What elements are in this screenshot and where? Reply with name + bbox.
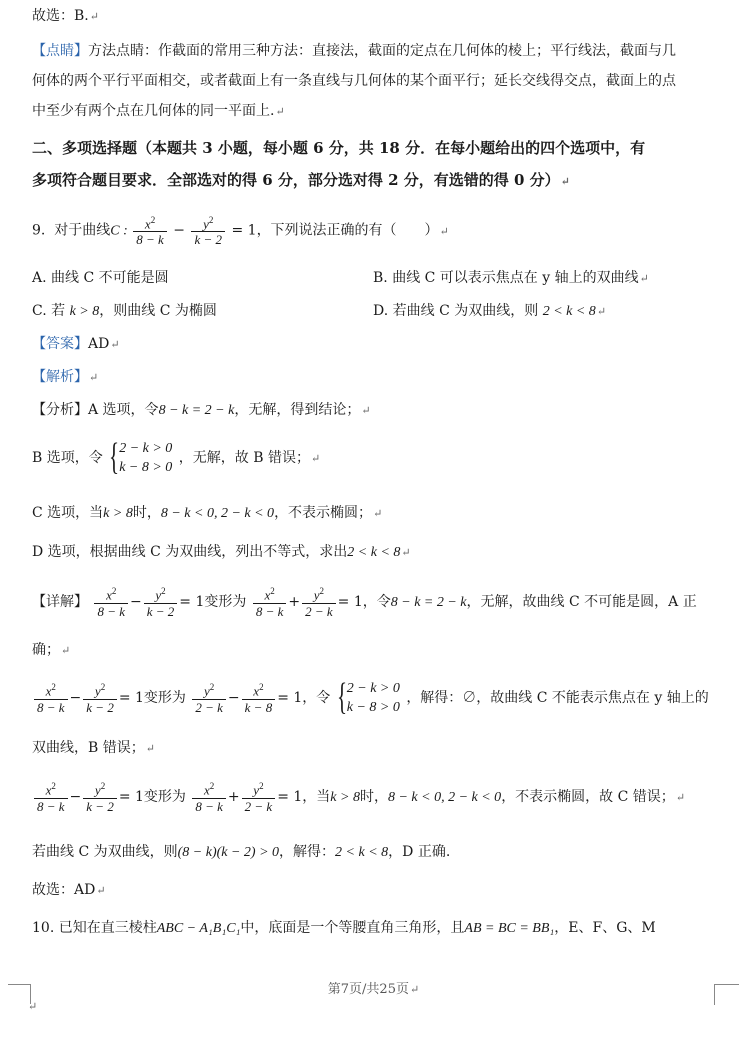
- detail-line-3: $\frac{x^2}{8 - k}$ − $\frac{y^2}{k - 2}$ = 1变形为 $\frac{x^2}{8 - k}$ + $\frac{y^2}{2 - k}$ = 1，当k > 8时，8 − k < 0, 2 − k < 0，不表示椭圆，故 C 错误；↵: [32, 775, 717, 820]
- return-mark: ↵: [28, 1000, 38, 1013]
- section-heading-line-1: 二、多项选择题（本题共 3 小题，每小题 6 分，共 18 分．在每小题给出的四个选项中，有: [32, 139, 646, 157]
- previous-answer: 故选：B.↵: [32, 8, 99, 24]
- tip-line-3: 中至少有两个点在几何体的同一平面上.↵: [32, 103, 285, 119]
- fenxi-d: D 选项，根据曲线 C 为双曲线，列出不等式，求出2 < k < 8↵: [32, 544, 411, 560]
- page-footer: 第7页/共25页↵: [327, 982, 420, 997]
- q9-option-a: A. 曲线 C 不可能是圆: [32, 270, 169, 286]
- tip-tag: 【点睛】: [32, 43, 88, 59]
- q9-option-b: B. 曲线 C 可以表示焦点在 y 轴上的双曲线↵: [373, 270, 649, 286]
- detail-line-1: 【详解】 $\frac{x^2}{8 - k}$ − $\frac{y^2}{k - 2}$ = 1变形为 $\frac{x^2}{8 - k}$ + $\frac{y^2}{2 - k}$ = 1，令8 − k = 2 − k，无解，故曲线 C 不可能是圆，A 正: [32, 586, 697, 619]
- detail-line-4: 若曲线 C 为双曲线，则(8 − k)(k − 2) > 0，解得：2 < k < 8，D 正确.: [32, 844, 451, 860]
- fenxi-a: 【分析】A 选项，令8 − k = 2 − k，无解，得到结论；↵: [32, 402, 371, 418]
- detail-line-2-cont: 双曲线，B 错误；↵: [32, 740, 155, 756]
- frac-y2-k2: $\frac{y^2}{k - 2}$: [191, 213, 225, 248]
- q9-option-d: D. 若曲线 C 为双曲线，则 2 < k < 8↵: [373, 303, 607, 319]
- detail-line-1-cont: 确；↵: [32, 642, 71, 658]
- system-detail: { 2 − k > 0 k − 8 > 0: [336, 676, 400, 718]
- q9-analysis-tag: 【解析】↵: [32, 369, 99, 385]
- q10-stem: 10. 已知在直三棱柱ABC − A₁B₁C₁中，底面是一个等腰直角三角形，且AB = BC = BB₁，E、F、G、M: [32, 920, 656, 936]
- section-heading-line-2: 多项符合题目要求．全部选对的得 6 分，部分选对得 2 分，有选错的得 0 分）↵: [32, 171, 570, 189]
- detail-line-2: $\frac{x^2}{8 - k}$ − $\frac{y^2}{k - 2}$ = 1变形为 $\frac{y^2}{2 - k}$ − $\frac{x^2}{k - 8}$ = 1，令 { 2 − k > 0 k − 8 > 0 ，解得：∅，故曲线 C 不能表示焦点在 y 轴上的: [32, 676, 717, 720]
- tip-line-1: 【点睛】方法点睛：作截面的常用三种方法：直接法，截面的定点在几何体的棱上；平行线法，截面与几: [32, 43, 676, 59]
- fenxi-b: B 选项，令 { 2 − k > 0 k − 8 > 0 ，无解，故 B 错误；↵: [32, 436, 321, 478]
- fenxi-c: C 选项，当k > 8时，8 − k < 0, 2 − k < 0，不表示椭圆；↵: [32, 505, 383, 521]
- q9-option-c: C. 若 k > 8，则曲线 C 为椭圆: [32, 303, 217, 319]
- tip-line-2: 何体的两个平行平面相交，或者截面上有一条直线与几何体的某个面平行；延长交线得交点，截面上的点: [32, 73, 676, 89]
- system-b: { 2 − k > 0 k − 8 > 0: [109, 436, 173, 478]
- final-answer: 故选：AD↵: [32, 882, 106, 898]
- q9-answer: 【答案】AD↵: [32, 336, 120, 352]
- frac-x2-8k: $\frac{x^2}{8 - k}$: [133, 213, 167, 248]
- q9-stem: 9. 对于曲线C : $\frac{x^2}{8 - k}$ − $\frac{y^2}{k - 2}$ = 1，下列说法正确的有（ ）↵: [32, 215, 449, 248]
